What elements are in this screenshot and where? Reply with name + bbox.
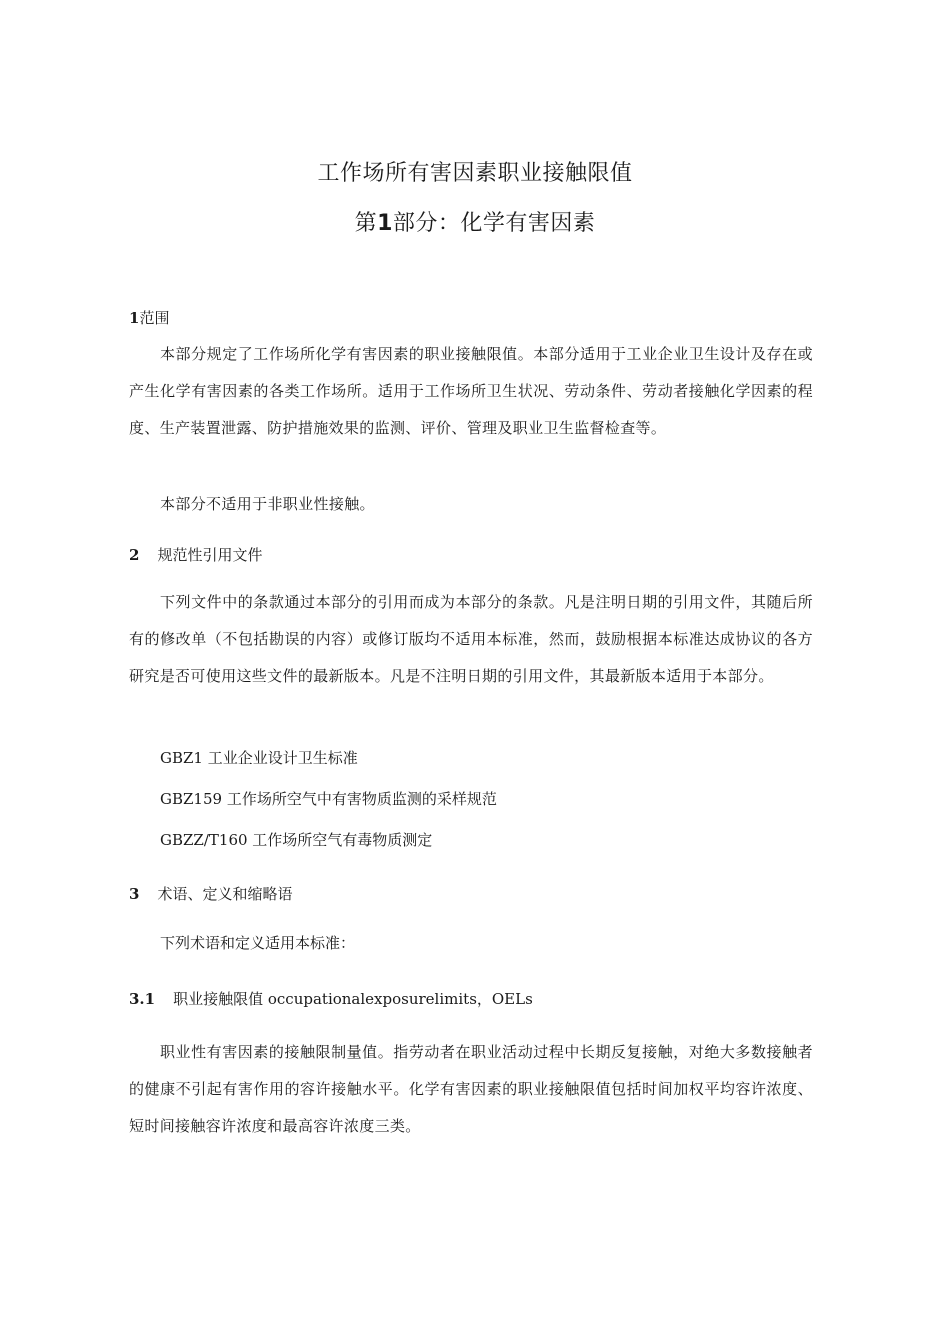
subtitle-prefix: 第 bbox=[354, 211, 378, 236]
section-number: 2 bbox=[129, 546, 140, 564]
section-1-paragraph-2: 本部分不适用于非职业性接触。 bbox=[160, 495, 375, 513]
reference-item: GBZZ/T160 工作场所空气有毒物质测定 bbox=[160, 831, 433, 849]
section-3-intro: 下列术语和定义适用本标准： bbox=[160, 934, 356, 952]
subtitle-part-number: 1 bbox=[377, 211, 393, 236]
section-number: 3 bbox=[129, 885, 140, 903]
section-title: 规范性引用文件 bbox=[157, 546, 263, 564]
section-number: 1 bbox=[129, 309, 140, 327]
section-title: 范围 bbox=[139, 309, 170, 327]
section-1-paragraph: 本部分规定了工作场所化学有害因素的职业接触限值。本部分适用于工业企业卫生设计及存在或产生化学有害因素的各类工作场所。适用于工作场所卫生状况、劳动条件、劳动者接触化学因素的程度、生产装置泄露、防护措施效果的监测、评价、管理及职业卫生监督检查等。 bbox=[129, 345, 813, 437]
section-1-heading bbox=[129, 308, 169, 328]
section-2-heading bbox=[129, 545, 262, 565]
reference-item: GBZ159 工作场所空气中有害物质监测的采样规范 bbox=[160, 790, 497, 808]
reference-item: GBZ1 工业企业设计卫生标准 bbox=[160, 749, 358, 767]
section-number: 3.1 bbox=[129, 990, 156, 1008]
section-3-heading bbox=[129, 884, 292, 904]
section-3-1-paragraph: 职业性有害因素的接触限制量值。指劳动者在职业活动过程中长期反复接触，对绝大多数接触者的健康不引起有害作用的容许接触水平。化学有害因素的职业接触限值包括时间加权平均容许浓度、短时间接触容许浓度和最高容许浓度三类。 bbox=[129, 1043, 813, 1135]
section-3-1-heading bbox=[129, 989, 533, 1009]
section-2-paragraph: 下列文件中的条款通过本部分的引用而成为本部分的条款。凡是注明日期的引用文件，其随后所有的修改单（不包括勘误的内容）或修订版均不适用本标准，然而，鼓励根据本标准达成协议的各方研究是否可使用这些文件的最新版本。凡是不注明日期的引用文件，其最新版本适用于本部分。 bbox=[129, 593, 813, 685]
section-title: 职业接触限值 occupationalexposurelimits，OELs bbox=[173, 990, 533, 1008]
subtitle-suffix: 部分：化学有害因素 bbox=[392, 211, 596, 236]
document-subtitle bbox=[0, 206, 950, 237]
section-title: 术语、定义和缩略语 bbox=[157, 885, 293, 903]
document-title: 工作场所有害因素职业接触限值 bbox=[317, 161, 633, 186]
